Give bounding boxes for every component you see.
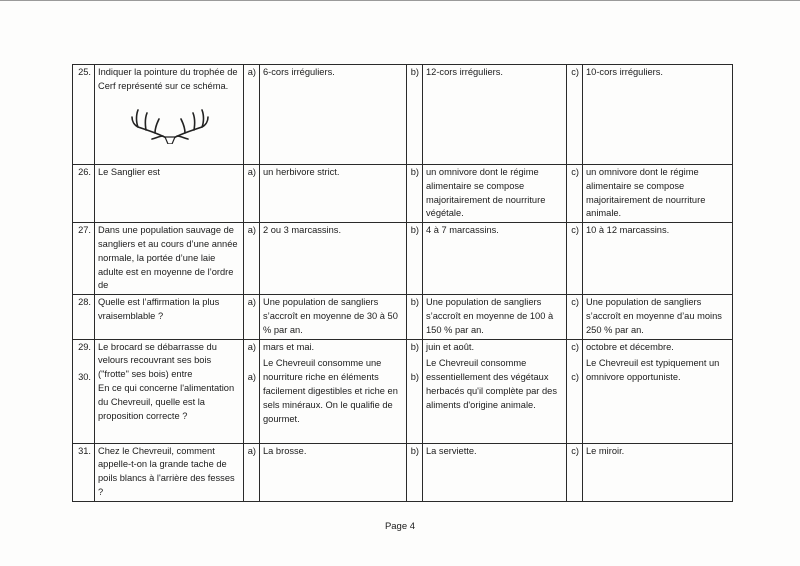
- answer-a-30: Le Chevreuil consomme une nourriture riche en éléments facilement digestibles et riche en sels minéraux. On le qualifie de gourmet.: [263, 358, 398, 424]
- number-spacer: [76, 354, 91, 371]
- question-number: 28.: [73, 295, 95, 339]
- answer-a: [260, 339, 407, 443]
- option-letter-c-29: c): [571, 341, 579, 352]
- answer-b: Une population de sangliers s’accroît en moyenne de 100 à 150 % par an.: [423, 295, 567, 339]
- answer-c: [583, 339, 733, 443]
- question-number: 26.: [73, 165, 95, 223]
- option-letter-b: b): [407, 443, 423, 501]
- answer-b: [423, 339, 567, 443]
- question-number: 27.: [73, 223, 95, 295]
- table-row: [73, 295, 733, 339]
- letter-spacer: [247, 354, 256, 371]
- top-rule: [0, 0, 800, 1]
- letter-spacer: [570, 354, 579, 371]
- question-number: 25.: [73, 65, 95, 165]
- answer-c-30: Le Chevreuil est typiquement un omnivore opportuniste.: [586, 358, 720, 383]
- question-number-29-label: 29.: [78, 341, 91, 352]
- option-letter-c: c): [567, 295, 583, 339]
- question-text: Chez le Chevreuil, comment appelle-t-on la grande tache de poils blancs à l'arrière des fesses ?: [95, 443, 244, 501]
- question-text: Quelle est l’affirmation la plus vraisemblable ?: [95, 295, 244, 339]
- table-row: [73, 443, 733, 501]
- option-letter-a-29: a): [247, 341, 256, 352]
- table-row: [73, 339, 733, 443]
- letter-spacer: [410, 354, 419, 371]
- page-number: Page 4: [384, 521, 416, 532]
- answer-b-30: Le Chevreuil consomme essentiellement des végétaux herbacés qu'il complète par des aliments d'origine animale.: [426, 358, 557, 410]
- option-letter-a-30: a): [247, 372, 256, 383]
- option-letter-c-30: c): [571, 372, 579, 383]
- answer-a-29: mars et mai.: [263, 341, 315, 352]
- option-letter-a: a): [244, 295, 260, 339]
- answer-a: 6-cors irréguliers.: [260, 65, 407, 165]
- option-letter-c: c): [567, 65, 583, 165]
- question-text: [95, 339, 244, 443]
- answer-a: 2 ou 3 marcassins.: [260, 223, 407, 295]
- option-letter-b: b): [407, 223, 423, 295]
- table-row: [73, 165, 733, 223]
- option-letter-a: a): [244, 223, 260, 295]
- option-letter-b: b): [407, 65, 423, 165]
- question-text: Le Sanglier est: [95, 165, 244, 223]
- option-letter-a: a): [244, 165, 260, 223]
- answer-b: 4 à 7 marcassins.: [423, 223, 567, 295]
- answer-b: un omnivore dont le régime alimentaire se compose majoritairement de nourriture végétale.: [423, 165, 567, 223]
- answer-b: 12-cors irréguliers.: [423, 65, 567, 165]
- question-text: Dans une population sauvage de sangliers et au cours d’une année normale, la portée d’une laie adulte est en moyenne de l’ordre de: [95, 223, 244, 295]
- option-letter-c: c): [567, 443, 583, 501]
- question-text-29: Le brocard se débarrasse du velours recouvrant ses bois ("frotte" ses bois) entre: [98, 341, 217, 380]
- deer-antlers-icon: [128, 104, 212, 144]
- option-letter-a: [244, 339, 260, 443]
- questions-table: [72, 64, 733, 502]
- table-row: [73, 65, 733, 165]
- answer-c: 10-cors irréguliers.: [583, 65, 733, 165]
- answer-c: Une population de sangliers s’accroît en moyenne d’au moins 250 % par an.: [583, 295, 733, 339]
- option-letter-a: a): [244, 65, 260, 165]
- answer-a: La brosse.: [260, 443, 407, 501]
- question-number: [73, 339, 95, 443]
- option-letter-b: b): [407, 295, 423, 339]
- question-number-30-label: 30.: [78, 372, 91, 383]
- answer-a: un herbivore strict.: [260, 165, 407, 223]
- question-text-30: En ce qui concerne l'alimentation du Chevreuil, quelle est la proposition correcte ?: [98, 382, 235, 421]
- option-letter-c: [567, 339, 583, 443]
- question-number-29: [76, 341, 91, 355]
- option-letter-c: c): [567, 223, 583, 295]
- option-letter-b: b): [407, 165, 423, 223]
- option-letter-b-29: b): [410, 341, 419, 352]
- option-letter-b-30: b): [410, 372, 419, 383]
- question-text-line: Indiquer la pointure du trophée de Cerf représenté sur ce schéma.: [98, 67, 238, 91]
- answer-c: Le miroir.: [583, 443, 733, 501]
- answer-c: un omnivore dont le régime alimentaire se compose majoritairement de nourriture animale.: [583, 165, 733, 223]
- option-letter-c: c): [567, 165, 583, 223]
- question-number-30: [76, 371, 91, 385]
- option-letter-b: [407, 339, 423, 443]
- answer-a: Une population de sangliers s’accroît en moyenne de 30 à 50 % par an.: [260, 295, 407, 339]
- question-number: 31.: [73, 443, 95, 501]
- question-text: [95, 65, 244, 165]
- table-row: [73, 223, 733, 295]
- answer-c: 10 à 12 marcassins.: [583, 223, 733, 295]
- answer-b: La serviette.: [423, 443, 567, 501]
- answer-b-29: juin et août.: [426, 341, 475, 352]
- answer-c-29: octobre et décembre.: [586, 341, 674, 352]
- option-letter-a: a): [244, 443, 260, 501]
